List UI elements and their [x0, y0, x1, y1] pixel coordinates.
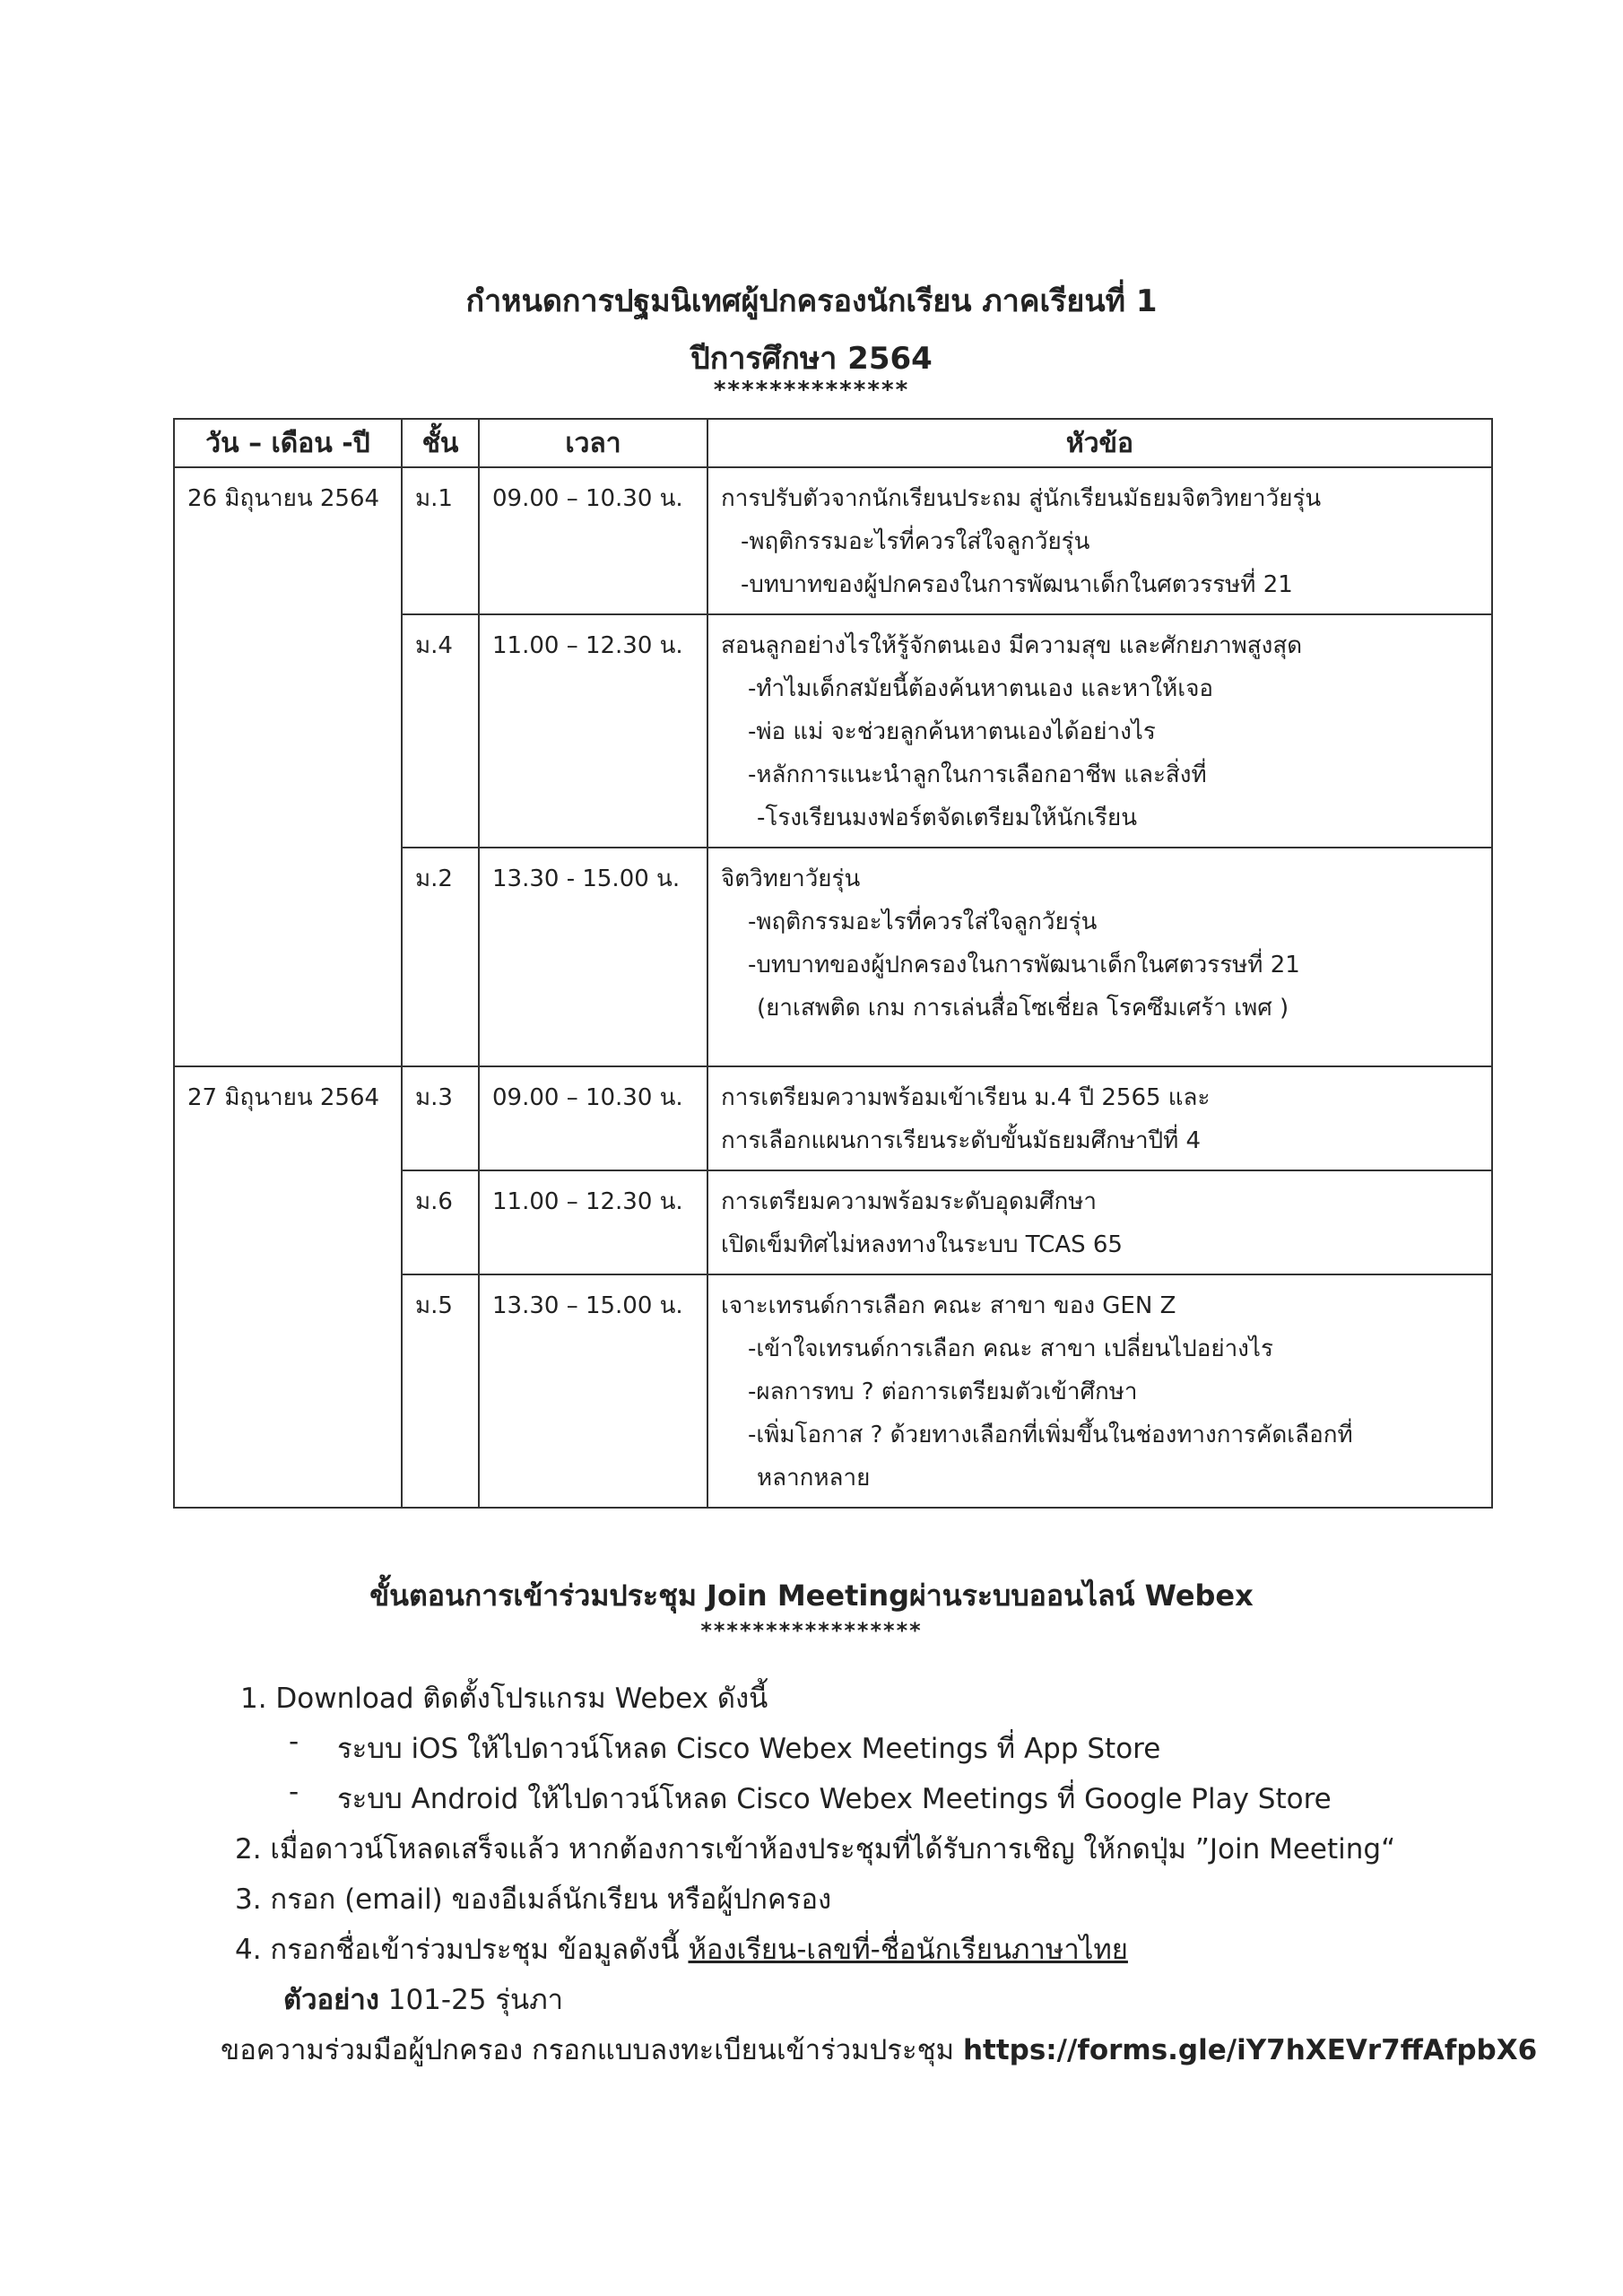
topic-title: จิตวิทยาวัยรุ่น — [721, 865, 861, 892]
step-1-android: ระบบ Android ให้ไปดาวน์โหลด Cisco Webex Meetings ที่ Google Play Store — [337, 1783, 1332, 1815]
topic-point: -ผลการทบ ? ต่อการเตรียมตัวเข้าศึกษา — [748, 1378, 1138, 1405]
topic-point: -เข้าใจเทรนด์การเลือก คณะ สาขา เปลี่ยนไปอย่างไร — [748, 1335, 1273, 1362]
col-header-time: เวลา — [479, 419, 707, 467]
topic-title: สอนลูกอย่างไรให้รู้จักตนเอง มีความสุข และศักยภาพสูงสุด — [721, 632, 1303, 659]
time-cell: 11.00 – 12.30 น. — [479, 614, 707, 848]
topic-cell — [707, 848, 1492, 1066]
col-header-date: วัน – เดือน -ปี — [174, 419, 402, 467]
topic-point: -บทบาทของผู้ปกครองในการพัฒนาเด็กในศตวรรษที่ 21 — [741, 571, 1293, 598]
topic-cell — [707, 1170, 1492, 1274]
step-4-text: 4. กรอกชื่อเข้าร่วมประชุม ข้อมูลดังนี้ — [235, 1934, 689, 1966]
topic-point: การเลือกแผนการเรียนระดับขั้นมัธยมศึกษาปีที่ 4 — [721, 1127, 1202, 1154]
grade-cell: ม.4 — [402, 614, 479, 848]
grade-cell: ม.3 — [402, 1066, 479, 1170]
topic-point: -ทำไมเด็กสมัยนี้ต้องค้นหาตนเอง และหาให้เจอ — [748, 675, 1214, 702]
date-cell: 27 มิถุนายน 2564 — [174, 1066, 402, 1508]
table-row — [174, 467, 1492, 614]
time-cell: 09.00 – 10.30 น. — [479, 1066, 707, 1170]
topic-point: -เพิ่มโอกาส ? ด้วยทางเลือกที่เพิ่มขึ้นในช่องทางการคัดเลือกที่ — [748, 1422, 1353, 1448]
topic-point: (ยาเสพติด เกม การเล่นสื่อโซเชี่ยล โรคซึมเศร้า เพศ ) — [757, 995, 1289, 1022]
schedule-table — [173, 418, 1493, 1509]
topic-title: การเตรียมความพร้อมระดับอุดมศึกษา — [721, 1188, 1097, 1215]
table-header-row — [174, 419, 1492, 467]
step-1-ios: ระบบ iOS ให้ไปดาวน์โหลด Cisco Webex Meetings ที่ App Store — [337, 1733, 1161, 1765]
topic-title: การเตรียมความพร้อมเข้าเรียน ม.4 ปี 2565 และ — [721, 1084, 1211, 1111]
bullet-dash: - — [289, 1776, 299, 1808]
grade-cell: ม.1 — [402, 467, 479, 614]
name-format: ห้องเรียน-เลขที่-ชื่อนักเรียนภาษาไทย — [688, 1934, 1128, 1966]
time-cell: 13.30 – 15.00 น. — [479, 1274, 707, 1508]
registration-form-link[interactable]: https://forms.gle/iY7hXEVr7ffAfpbX6 — [962, 2034, 1538, 2066]
registration-line — [221, 2027, 1537, 2072]
instructions-title: ขั้นตอนการเข้าร่วมประชุม Join Meetingผ่านระบบออนไลน์ Webex — [369, 1578, 1254, 1613]
topic-cell — [707, 467, 1492, 614]
date-cell: 26 มิถุนายน 2564 — [174, 467, 402, 1066]
time-cell: 13.30 - 15.00 น. — [479, 848, 707, 1066]
registration-text: ขอความร่วมมือผู้ปกครอง กรอกแบบลงทะเบียนเข้าร่วมประชุม — [221, 2034, 963, 2066]
col-header-topic: หัวข้อ — [707, 419, 1492, 467]
topic-point: -พฤติกรรมอะไรที่ควรใส่ใจลูกวัยรุ่น — [748, 909, 1098, 935]
example-label: ตัวอย่าง — [283, 1984, 379, 2016]
grade-cell: ม.5 — [402, 1274, 479, 1508]
example-value: 101-25 รุ่นภา — [378, 1984, 564, 2016]
title-separator: ************** — [713, 377, 910, 404]
topic-point: เปิดเข็มทิศไม่หลงทางในระบบ TCAS 65 — [721, 1231, 1123, 1258]
topic-cell — [707, 1274, 1492, 1508]
step-1: 1. Download ติดตั้งโปรแกรม Webex ดังนี้ — [240, 1683, 768, 1715]
bullet-dash: - — [289, 1726, 299, 1758]
topic-point: -พฤติกรรมอะไรที่ควรใส่ใจลูกวัยรุ่น — [741, 528, 1090, 555]
grade-cell: ม.6 — [402, 1170, 479, 1274]
topic-point: -โรงเรียนมงฟอร์ตจัดเตรียมให้นักเรียน — [757, 804, 1138, 831]
table-row — [174, 1066, 1492, 1170]
topic-point: -หลักการแนะนำลูกในการเลือกอาชีพ และสิ่งที่ — [748, 761, 1207, 788]
topic-point: -พ่อ แม่ จะช่วยลูกค้นหาตนเองได้อย่างไร — [748, 718, 1156, 745]
grade-cell: ม.2 — [402, 848, 479, 1066]
topic-cell — [707, 1066, 1492, 1170]
col-header-grade: ชั้น — [402, 419, 479, 467]
topic-title: การปรับตัวจากนักเรียนประถม สู่นักเรียนมัธยมจิตวิทยาวัยรุ่น — [721, 485, 1322, 512]
document-title: กำหนดการปฐมนิเทศผู้ปกครองนักเรียน ภาคเรียนที่ 1 — [465, 283, 1158, 319]
topic-cell — [707, 614, 1492, 848]
time-cell: 09.00 – 10.30 น. — [479, 467, 707, 614]
example-line — [283, 1977, 563, 2022]
step-2: 2. เมื่อดาวน์โหลดเสร็จแล้ว หากต้องการเข้าห้องประชุมที่ได้รับการเชิญ ให้กดปุ่ม ”Join Meeting“ — [235, 1833, 1396, 1866]
topic-title: เจาะเทรนด์การเลือก คณะ สาขา ของ GEN Z — [721, 1292, 1176, 1319]
academic-year: ปีการศึกษา 2564 — [690, 341, 933, 377]
step-3: 3. กรอก (email) ของอีเมล์นักเรียน หรือผู้ปกครอง — [235, 1883, 832, 1916]
topic-point: -บทบาทของผู้ปกครองในการพัฒนาเด็กในศตวรรษที่ 21 — [748, 952, 1300, 978]
instructions-separator: ***************** — [700, 1618, 923, 1643]
time-cell: 11.00 – 12.30 น. — [479, 1170, 707, 1274]
topic-point: หลากหลาย — [757, 1465, 871, 1492]
step-4 — [235, 1926, 1128, 1971]
